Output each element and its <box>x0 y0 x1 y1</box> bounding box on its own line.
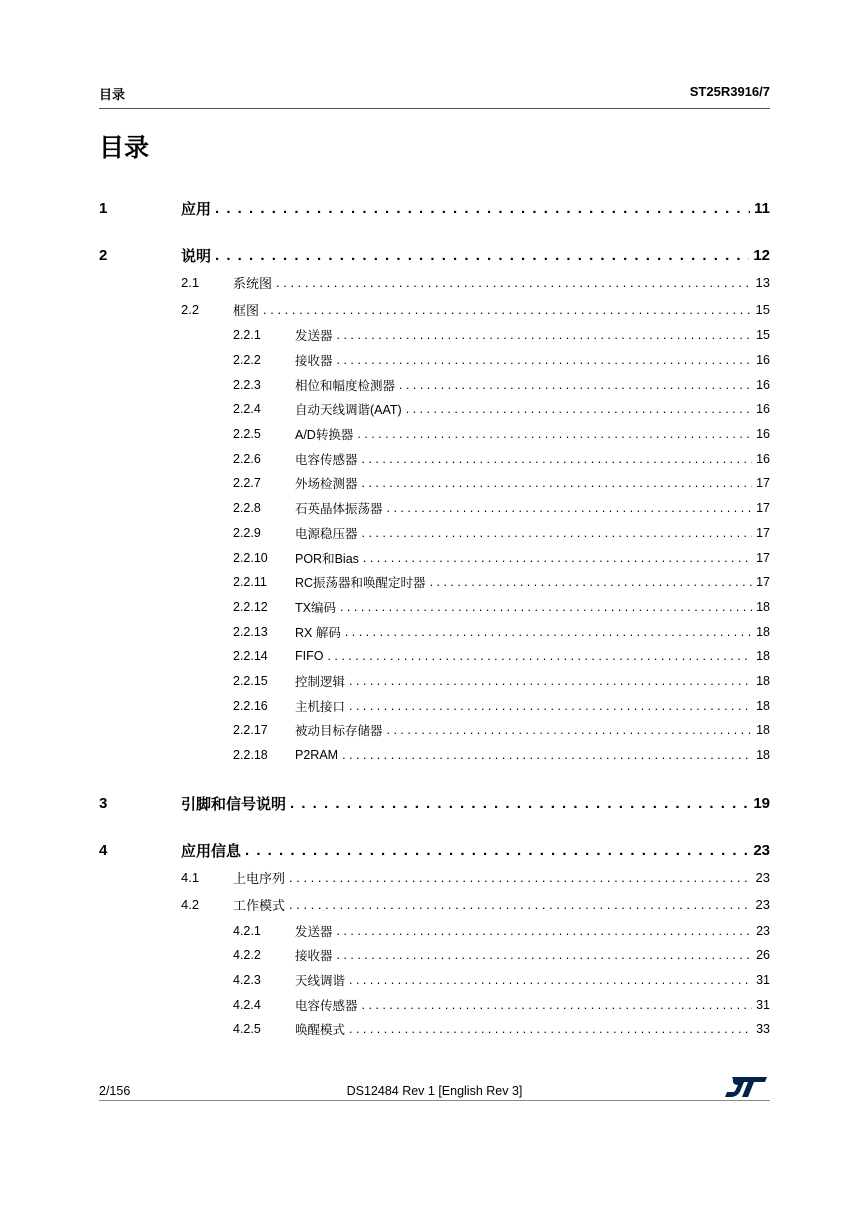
toc-entry-page: 16 <box>756 377 770 392</box>
toc-entry-number: 1 <box>99 199 108 217</box>
toc-entry-page: 15 <box>755 302 770 317</box>
toc-entry-title: 石英晶体振荡器 <box>295 502 383 517</box>
header-section: 目录 <box>99 87 126 102</box>
page-number: 2/156 <box>99 1084 131 1098</box>
toc-entry-page: 18 <box>756 748 770 763</box>
toc-entry-page: 31 <box>756 997 770 1012</box>
dot-leader <box>327 649 752 663</box>
toc-entry-title: 发送器 <box>295 924 333 939</box>
toc-entry[interactable] <box>99 864 770 891</box>
toc-entry-title: 电容传感器 <box>295 452 358 467</box>
dot-leader <box>215 247 749 264</box>
toc-entry-page: 18 <box>756 599 770 614</box>
dot-leader <box>387 501 753 515</box>
toc-entry[interactable] <box>99 789 770 817</box>
toc-entry-title: 唤醒模式 <box>295 1023 346 1038</box>
toc-entry[interactable] <box>99 471 770 496</box>
toc-entry-title: 电容传感器 <box>295 998 358 1013</box>
toc-entry-page: 15 <box>756 328 770 343</box>
toc-entry[interactable] <box>99 348 770 373</box>
page-header <box>99 84 770 109</box>
toc-entry-page: 16 <box>756 451 770 466</box>
toc-entry[interactable] <box>99 241 770 269</box>
header-part-number: ST25R3916/7 <box>689 84 770 99</box>
toc-entry-page: 23 <box>755 870 770 886</box>
toc-entry-page: 16 <box>756 353 770 368</box>
toc-entry[interactable] <box>99 1017 770 1042</box>
toc-entry-number: 2.2.17 <box>233 723 268 738</box>
toc-entry-title: 电源稳压器 <box>295 526 358 541</box>
toc-entry[interactable] <box>99 496 770 521</box>
document-id: DS12484 Rev 1 [English Rev 3] <box>346 1084 523 1098</box>
dot-leader <box>406 402 752 416</box>
toc-entry-page: 18 <box>756 649 770 664</box>
toc-entry-title: 上电序列 <box>233 871 286 887</box>
toc-entry[interactable] <box>99 446 770 471</box>
toc-entry-number: 2.2.12 <box>233 599 268 614</box>
toc-entry[interactable] <box>99 669 770 694</box>
toc-entry-title: 相位和幅度检测器 <box>295 378 396 393</box>
toc-entry[interactable] <box>99 422 770 447</box>
toc-entry[interactable] <box>99 918 770 943</box>
toc-entry-page: 17 <box>756 575 770 590</box>
dot-leader <box>430 575 753 589</box>
toc-entry-number: 2.2 <box>181 302 200 317</box>
toc-entry-page: 18 <box>756 624 770 639</box>
toc-entry-number: 2.2.4 <box>233 402 261 417</box>
toc-entry-number: 4.2.1 <box>233 923 261 938</box>
toc-entry-number: 2.2.9 <box>233 525 261 540</box>
toc-entry[interactable] <box>99 743 770 768</box>
toc-entry-page: 16 <box>756 427 770 442</box>
toc-entry-number: 2.2.10 <box>233 550 268 565</box>
toc-entry-title: 外场检测器 <box>295 477 358 492</box>
toc-entry[interactable] <box>99 545 770 570</box>
toc-entry[interactable] <box>99 718 770 743</box>
toc-entry-number: 2.2.1 <box>233 328 261 343</box>
toc-entry-number: 2.2.7 <box>233 476 261 491</box>
toc-entry-number: 4.2 <box>181 897 200 913</box>
toc-entry[interactable] <box>99 323 770 348</box>
dot-leader <box>362 452 753 466</box>
toc-entry-page: 23 <box>755 897 770 913</box>
toc-entry-title: 被动目标存储器 <box>295 724 383 739</box>
toc-entry-title: 发送器 <box>295 329 333 344</box>
dot-leader <box>357 427 752 441</box>
toc-entry-number: 2.2.3 <box>233 377 261 392</box>
toc-entry-title: FIFO <box>295 649 324 664</box>
toc-entry[interactable] <box>99 296 770 323</box>
toc-entry-title: 主机接口 <box>295 699 346 714</box>
toc-entry-number: 4.2.3 <box>233 973 261 988</box>
dot-leader <box>362 476 753 490</box>
toc-entry-number: 2.2.5 <box>233 427 261 442</box>
toc-entry-title: 系统图 <box>233 276 273 291</box>
dot-leader <box>215 200 750 217</box>
dot-leader <box>263 302 752 317</box>
toc-entry[interactable] <box>99 194 770 222</box>
page-title: 目录 <box>99 134 150 162</box>
toc-entry-page: 17 <box>756 501 770 516</box>
toc-entry-number: 2 <box>99 246 108 264</box>
toc-entry-number: 2.1 <box>181 275 200 290</box>
toc-entry-page: 18 <box>756 698 770 713</box>
toc-entry[interactable] <box>99 619 770 644</box>
toc-entry-title: 自动天线调谐(AAT) <box>295 403 402 418</box>
toc-entry-page: 18 <box>756 673 770 688</box>
dot-leader <box>289 897 752 912</box>
toc-entry-title: A/D转换器 <box>295 428 354 443</box>
dot-leader <box>345 625 752 639</box>
toc-entry-title: RC振荡器和唤醒定时器 <box>295 576 426 591</box>
st-logo-icon <box>724 1076 768 1101</box>
toc-entry-page: 17 <box>756 476 770 491</box>
dot-leader <box>362 526 753 540</box>
table-of-contents <box>99 194 770 1042</box>
toc-entry-page: 31 <box>756 973 770 988</box>
toc-entry[interactable] <box>99 521 770 546</box>
toc-entry-title: 接收器 <box>295 354 333 369</box>
toc-entry-title: 控制逻辑 <box>295 674 346 689</box>
toc-entry-number: 2.2.13 <box>233 624 268 639</box>
dot-leader <box>362 998 753 1012</box>
toc-entry-title: 应用信息 <box>181 842 242 860</box>
toc-entry-title: RX 解码 <box>295 625 341 640</box>
toc-entry[interactable] <box>99 269 770 296</box>
toc-entry-page: 16 <box>756 402 770 417</box>
toc-entry[interactable] <box>99 595 770 620</box>
toc-entry[interactable] <box>99 644 770 669</box>
toc-entry-number: 4 <box>99 841 108 859</box>
toc-entry-page: 12 <box>753 246 770 264</box>
toc-entry-page: 23 <box>756 923 770 938</box>
dot-leader <box>337 948 753 962</box>
toc-entry-title: 说明 <box>181 247 212 265</box>
toc-entry[interactable] <box>99 836 770 864</box>
toc-entry-number: 2.2.15 <box>233 673 268 688</box>
toc-entry-number: 4.1 <box>181 870 200 886</box>
dot-leader <box>340 600 752 614</box>
dot-leader <box>349 973 752 987</box>
toc-entry-title: TX编码 <box>295 600 336 615</box>
toc-entry[interactable] <box>99 570 770 595</box>
toc-entry-page: 13 <box>755 275 770 290</box>
toc-entry-title: 接收器 <box>295 949 333 964</box>
page-footer <box>99 1076 770 1101</box>
toc-entry-page: 17 <box>756 525 770 540</box>
dot-leader <box>387 723 753 737</box>
toc-entry[interactable] <box>99 968 770 993</box>
dot-leader <box>349 674 752 688</box>
toc-entry[interactable] <box>99 943 770 968</box>
toc-entry-number: 2.2.6 <box>233 451 261 466</box>
toc-entry-title: 工作模式 <box>233 898 286 914</box>
toc-entry-number: 4.2.2 <box>233 948 261 963</box>
toc-entry-title: 引脚和信号说明 <box>181 795 287 813</box>
toc-entry-title: 天线调谐 <box>295 974 346 989</box>
dot-leader <box>276 275 752 290</box>
dot-leader <box>245 842 749 859</box>
toc-entry-title: 框图 <box>233 303 260 318</box>
dot-leader <box>290 795 749 812</box>
dot-leader <box>399 378 752 392</box>
toc-entry-number: 2.2.8 <box>233 501 261 516</box>
dot-leader <box>363 551 752 565</box>
toc-entry-title: POR和Bias <box>295 551 359 566</box>
toc-entry-title: P2RAM <box>295 748 339 763</box>
toc-entry-number: 2.2.2 <box>233 353 261 368</box>
toc-entry-page: 26 <box>756 948 770 963</box>
toc-entry-page: 19 <box>753 794 770 812</box>
dot-leader <box>289 870 752 885</box>
toc-entry-number: 2.2.11 <box>233 575 267 590</box>
toc-entry-page: 17 <box>756 550 770 565</box>
toc-entry[interactable] <box>99 693 770 718</box>
toc-entry[interactable] <box>99 397 770 422</box>
dot-leader <box>337 924 753 938</box>
toc-entry[interactable] <box>99 992 770 1017</box>
toc-entry-number: 2.2.14 <box>233 649 268 664</box>
toc-entry-number: 4.2.4 <box>233 997 261 1012</box>
toc-entry-title: 应用 <box>181 200 212 218</box>
toc-entry-number: 2.2.18 <box>233 748 268 763</box>
toc-entry-number: 4.2.5 <box>233 1022 261 1037</box>
dot-leader <box>337 353 753 367</box>
toc-entry[interactable] <box>99 891 770 918</box>
toc-entry[interactable] <box>99 372 770 397</box>
dot-leader <box>337 328 753 342</box>
dot-leader <box>349 1022 752 1036</box>
toc-entry-page: 18 <box>756 723 770 738</box>
toc-entry-page: 11 <box>754 199 770 217</box>
toc-entry-page: 23 <box>753 841 770 859</box>
toc-entry-number: 3 <box>99 794 108 812</box>
toc-entry-page: 33 <box>756 1022 770 1037</box>
dot-leader <box>349 699 752 713</box>
dot-leader <box>342 748 752 762</box>
toc-entry-number: 2.2.16 <box>233 698 268 713</box>
